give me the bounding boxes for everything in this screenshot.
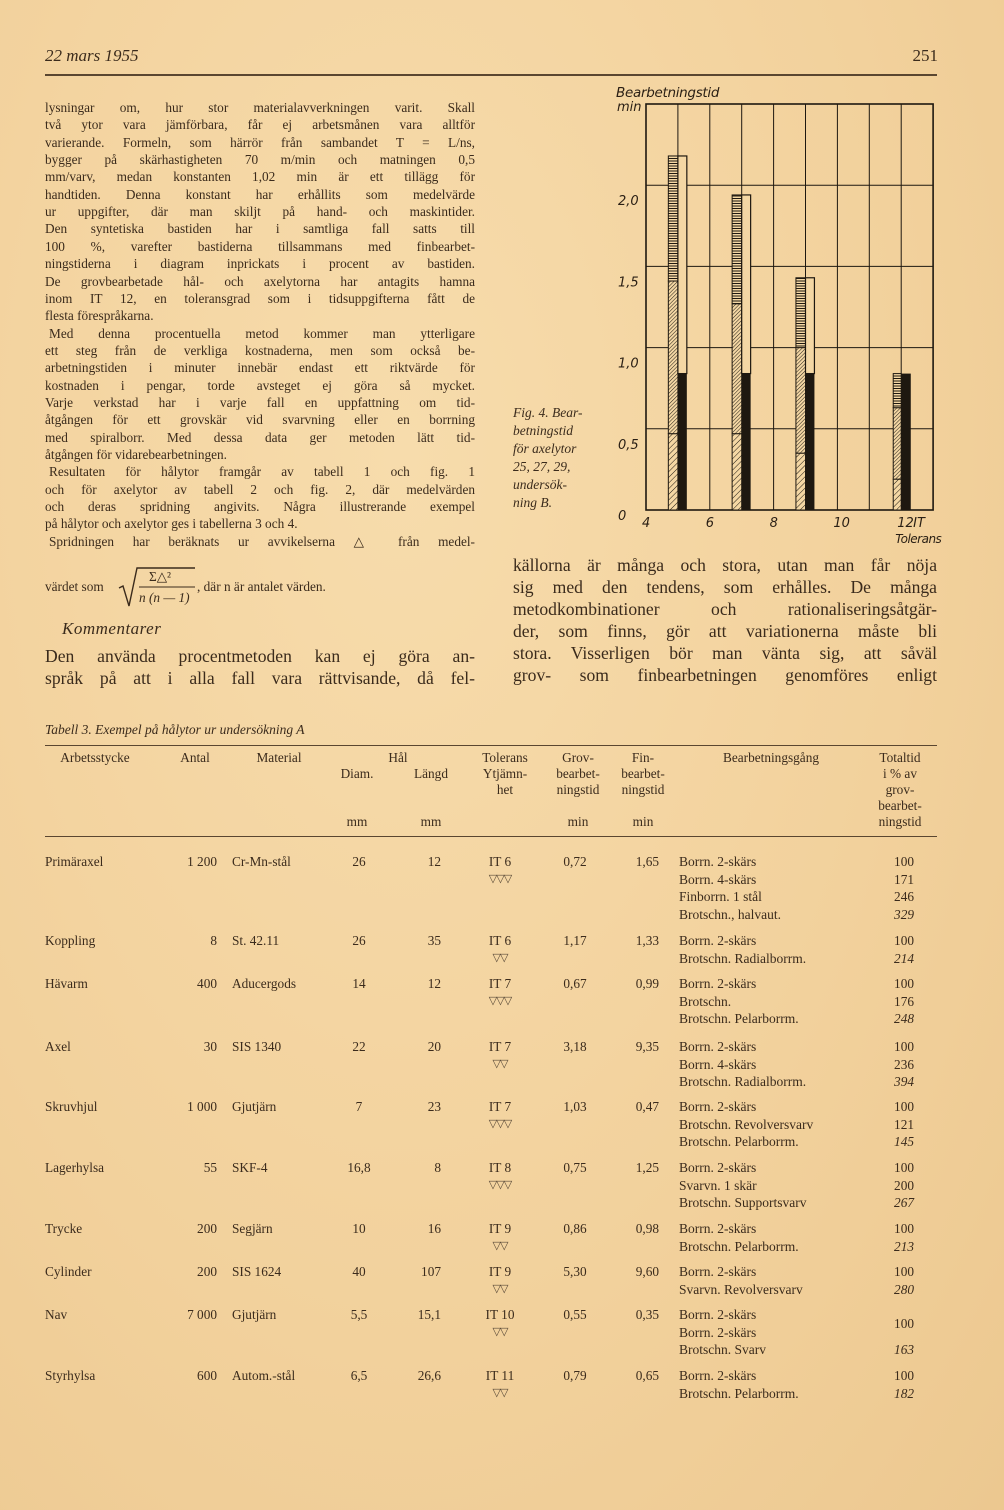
text-line: sig med den tendens, som erhålles. De många <box>513 577 937 597</box>
bar-total-outline <box>678 156 687 374</box>
table-top-rule <box>45 745 937 746</box>
header-tolerans: Tolerans <box>482 750 528 765</box>
cell-antal: 600 <box>197 1368 217 1383</box>
cell-total: 246 <box>894 889 914 904</box>
x-unit-label: IT <box>913 516 925 531</box>
header-tolerans: het <box>496 782 514 797</box>
cell-antal: 200 <box>197 1221 217 1236</box>
cell-step: Borrn. 2-skärs <box>679 976 757 991</box>
cell-antal: 400 <box>197 976 217 991</box>
bar-black <box>806 374 815 510</box>
formula-denominator: n (n — 1) <box>139 590 190 605</box>
cell-step: Borrn. 2-skärs <box>679 1160 757 1175</box>
cell-step: Brotschn. Revolversvarv <box>679 1116 814 1132</box>
cell-total: 236 <box>894 1056 914 1072</box>
cell-material: SIS 1340 <box>232 1039 282 1054</box>
cell-step: Borrn. 2-skärs <box>679 1368 757 1383</box>
header-gang: Bearbetningsgång <box>722 750 820 765</box>
text-line: åtgången för vidarebearbetningen. <box>45 447 228 462</box>
cell-langd: 15,1 <box>417 1307 441 1322</box>
spread-formula <box>45 566 475 610</box>
cell-total: 182 <box>894 1385 914 1401</box>
bar-segment-3 <box>732 195 742 304</box>
surface-finish-symbol: ▽▽ <box>492 1282 508 1295</box>
cell-total: 248 <box>894 1011 914 1026</box>
cell-diam: 10 <box>352 1221 366 1236</box>
cell-total: 100 <box>894 976 914 991</box>
y-tick-label: 0 <box>618 509 627 524</box>
formula-numerator: Σ△² <box>149 569 171 584</box>
header-material: Material <box>256 750 302 765</box>
cell-arbetsstycke: Nav <box>45 1307 68 1322</box>
cell-step: Borrn. 2-skärs <box>679 854 757 869</box>
cell-langd: 107 <box>421 1264 441 1279</box>
cell-step: Brotschn. Pelarborrm. <box>679 1238 799 1254</box>
cell-step: Svarvn. 1 skär <box>679 1177 757 1193</box>
text-line: och deras spridning angivits. Några illustrerande exempel <box>45 499 475 515</box>
text-line: bygger på skärhastigheten 70 m/min och matningen 0,5 <box>45 152 475 167</box>
cell-grovtid: 0,67 <box>563 976 587 991</box>
surface-finish-symbol: ▽▽▽ <box>488 1117 512 1130</box>
surface-finish-symbol: ▽▽▽ <box>488 994 512 1007</box>
cell-total: 176 <box>894 993 914 1009</box>
caption-line: undersök- <box>513 477 567 492</box>
cell-grovtid: 0,86 <box>563 1221 587 1236</box>
header-diam: Diam. <box>340 766 374 781</box>
cell-diam: 26 <box>352 854 366 869</box>
cell-total: 121 <box>894 1116 914 1132</box>
text-line: metodkombinationer och rationaliseringsåtgär- <box>513 599 937 619</box>
tolerance-grade: IT 8 <box>488 1160 512 1175</box>
x-tick-label: 4 <box>642 516 651 531</box>
x-tick-label: 12 <box>897 516 914 531</box>
caption-line: Fig. 4. Bear- <box>513 405 583 420</box>
cell-antal: 30 <box>203 1039 217 1054</box>
cell-fintid: 0,99 <box>635 976 659 991</box>
x-tick-label: 10 <box>833 516 850 531</box>
cell-tolerans <box>489 1159 511 1194</box>
cell-total: 145 <box>894 1134 914 1149</box>
tolerance-grade: IT 6 <box>488 933 512 948</box>
cell-fintid: 1,65 <box>635 854 659 869</box>
cell-step: Brotschn. Pelarborrm. <box>679 1385 799 1401</box>
text-line: Med denna procentuella metod kommer man ytterligare <box>49 325 475 341</box>
cell-total: 163 <box>894 1342 914 1357</box>
cell-total: 280 <box>894 1281 914 1297</box>
bar-segment-2 <box>668 281 678 434</box>
caption-line: ning B. <box>513 495 552 510</box>
cell-tolerans <box>489 1263 511 1298</box>
header-unit: min <box>632 814 654 829</box>
text-line: källorna är många och stora, utan man får nöja <box>513 555 937 575</box>
cell-step: Borrn. 2-skärs <box>679 1324 757 1340</box>
cell-step: Brotschn. Svarv <box>679 1342 766 1357</box>
text-line: De grovbearbetade hål- och axelytorna har antagits hamna <box>45 273 475 289</box>
text-line: 100 %, varefter bastiderna tillsammans med finbearbet- <box>45 238 475 254</box>
table-caption: Tabell 3. Exempel på hålytor ur undersökning A <box>45 722 305 737</box>
cell-step: Borrn. 2-skärs <box>679 1264 757 1279</box>
text-line: ningstiderna i diagram inprickats i procent av bastiden. <box>45 256 475 272</box>
header-total: grov- <box>885 782 915 797</box>
cell-grovtid: 3,18 <box>563 1039 587 1054</box>
section-heading-kommentarer: Kommentarer <box>62 619 162 638</box>
cell-arbetsstycke: Axel <box>45 1039 71 1054</box>
bar-segment-1 <box>732 434 742 510</box>
text-line: åtgången för ett grovskär vid svarvning eller en borrning <box>45 412 475 428</box>
text-line: på hålytor och axelytor ges i tabellerna 3 och 4. <box>45 516 298 532</box>
cell-langd: 26,6 <box>417 1368 441 1383</box>
text-line: Spridningen har beräknats ur avvikelserna △ från medel- <box>49 533 475 549</box>
cell-step: Brotschn. Radialborrm. <box>679 1074 807 1089</box>
cell-total: 213 <box>894 1238 914 1254</box>
bar-black <box>678 374 687 510</box>
y-tick-label: 1,0 <box>618 356 639 372</box>
header-grov: ningstid <box>556 782 600 797</box>
cell-total: 171 <box>894 871 914 887</box>
text-line: två ytor vara jämförbara, får ej arbetsmånen vara alltför <box>45 117 475 133</box>
surface-finish-symbol: ▽▽ <box>492 1386 508 1399</box>
cell-fintid: 1,25 <box>635 1160 659 1175</box>
surface-finish-symbol: ▽▽▽ <box>488 1178 512 1191</box>
surface-finish-symbol: ▽▽ <box>492 1239 508 1252</box>
text-line: språk på att i alla fall vara rättvisande, då fel- <box>45 668 475 688</box>
x-axis-label: Tolerans <box>895 532 942 546</box>
plot-frame <box>646 104 933 510</box>
cell-langd: 35 <box>427 933 441 948</box>
bar-total-outline <box>742 195 751 374</box>
text-line: der, som finns, gör att variationerna måste bli <box>513 621 937 641</box>
cell-material: Gjutjärn <box>232 1099 277 1114</box>
text-line: ett steg från de verkliga kostnaderna, men som också be- <box>45 342 475 358</box>
text-line: Resultaten för hålytor framgår av tabell 1 och fig. 1 <box>49 464 475 480</box>
chart-fig4 <box>500 80 950 550</box>
cell-step: Borrn. 2-skärs <box>679 1039 757 1054</box>
text-line: och för axelytor av tabell 2 och fig. 2, där medelvärden <box>45 481 475 497</box>
cell-total: 200 <box>894 1177 914 1193</box>
bar-segment-1 <box>668 434 678 510</box>
cell-tolerans <box>489 1038 511 1073</box>
cell-tolerans <box>489 932 511 967</box>
y-tick-label: 0,5 <box>618 437 639 453</box>
cell-total: 100 <box>894 1160 914 1175</box>
cell-fintid: 0,65 <box>635 1368 659 1383</box>
cell-arbetsstycke: Primäraxel <box>45 854 104 869</box>
cell-total: 100 <box>894 933 914 948</box>
cell-material: Aducergods <box>232 976 297 991</box>
surface-finish-symbol: ▽▽ <box>492 951 508 964</box>
cell-arbetsstycke: Hävarm <box>45 976 88 991</box>
header-hal: Hål <box>388 750 408 765</box>
cell-step: Borrn. 2-skärs <box>679 1221 757 1236</box>
cell-step: Borrn. 2-skärs <box>679 1099 757 1114</box>
cell-fintid: 0,47 <box>635 1099 659 1114</box>
cell-langd: 8 <box>434 1160 441 1175</box>
cell-langd: 12 <box>427 976 441 991</box>
cell-step: Borrn. 2-skärs <box>679 1307 757 1322</box>
cell-step: Finborrn. 1 stål <box>679 889 762 904</box>
cell-diam: 40 <box>352 1264 366 1279</box>
cell-material: Segjärn <box>232 1221 273 1236</box>
page-date: 22 mars 1955 <box>45 46 139 65</box>
cell-antal: 1 000 <box>187 1099 217 1114</box>
header-tolerans: Ytjämn- <box>482 766 528 781</box>
cell-grovtid: 5,30 <box>563 1264 587 1279</box>
cell-material: Gjutjärn <box>232 1307 277 1322</box>
header-total: ningstid <box>878 814 922 829</box>
text-line: handtiden. Denna konstant har erhållits som medelvärde <box>45 186 475 202</box>
cell-diam: 16,8 <box>347 1160 371 1175</box>
table-header-rule <box>45 836 937 837</box>
header-total: bearbet- <box>878 798 922 813</box>
cell-tolerans <box>486 1367 514 1402</box>
cell-arbetsstycke: Lagerhylsa <box>45 1160 105 1175</box>
cell-grovtid: 1,17 <box>563 933 587 948</box>
cell-tolerans <box>489 1098 511 1133</box>
cell-arbetsstycke: Koppling <box>45 933 96 948</box>
header-arbetsstycke: Arbetsstycke <box>60 750 130 765</box>
formula-prefix: värdet som <box>45 579 104 594</box>
cell-diam: 5,5 <box>350 1307 368 1322</box>
cell-step: Brotschn. Pelarborrm. <box>679 1134 799 1149</box>
header-grov: bearbet- <box>556 766 600 781</box>
caption-line: för axelytor <box>513 441 577 456</box>
text-line: flesta förespråkarna. <box>45 308 154 324</box>
header-fin: Fin- <box>631 750 655 765</box>
tolerance-grade: IT 6 <box>488 854 512 869</box>
cell-grovtid: 1,03 <box>563 1099 587 1114</box>
bar-segment-2 <box>796 348 806 454</box>
cell-arbetsstycke: Trycke <box>45 1221 83 1236</box>
cell-material: SKF-4 <box>232 1160 268 1175</box>
cell-step: Brotschn. Pelarborrm. <box>679 1011 799 1026</box>
cell-antal: 200 <box>197 1264 217 1279</box>
cell-total: 100 <box>894 1368 914 1383</box>
header-antal: Antal <box>180 750 210 765</box>
header-fin: bearbet- <box>621 766 665 781</box>
header-unit: mm <box>420 814 442 829</box>
header-langd: Längd <box>414 766 448 781</box>
cell-diam: 14 <box>352 976 366 991</box>
header-rule <box>45 74 937 76</box>
bar-segment-2 <box>893 408 901 479</box>
cell-diam: 26 <box>352 933 366 948</box>
text-line: lysningar om, hur stor materialavverkningen varit. Skall <box>45 100 475 115</box>
tolerance-grade: IT 7 <box>488 1039 512 1054</box>
cell-total: 100 <box>894 1039 914 1054</box>
text-line: grov- som finbearbetningen genomföres enligt <box>513 665 937 685</box>
cell-total: 100 <box>894 1264 914 1279</box>
cell-langd: 23 <box>427 1099 441 1114</box>
cell-langd: 20 <box>427 1039 441 1054</box>
bar-black <box>742 374 751 510</box>
bar-segment-1 <box>796 453 806 510</box>
cell-fintid: 9,60 <box>635 1264 659 1279</box>
x-tick-label: 8 <box>769 516 778 531</box>
surface-finish-symbol: ▽▽ <box>492 1057 508 1070</box>
bar-segment-3 <box>893 374 901 408</box>
text-line: Varje verkstad har i varje fall en uppfattning om tid- <box>45 395 475 410</box>
cell-langd: 16 <box>427 1221 441 1236</box>
text-line: med spiralborr. Med dessa data ger metoden lätt tid- <box>45 429 475 445</box>
cell-langd: 12 <box>427 854 441 869</box>
tolerance-grade: IT 7 <box>488 1099 512 1114</box>
header-fin: ningstid <box>621 782 665 797</box>
cell-antal: 8 <box>210 933 217 948</box>
cell-total: 100 <box>894 1221 914 1236</box>
cell-arbetsstycke: Styrhylsa <box>45 1368 96 1383</box>
x-tick-label: 6 <box>705 516 715 531</box>
header-total: i % av <box>883 766 917 781</box>
bar-segment-2 <box>732 304 742 434</box>
cell-fintid: 0,98 <box>635 1221 659 1236</box>
cell-arbetsstycke: Skruvhjul <box>45 1099 98 1114</box>
header-unit: mm <box>346 814 368 829</box>
caption-line: 25, 27, 29, <box>513 459 571 474</box>
cell-total: 329 <box>894 906 914 922</box>
tolerance-grade: IT 7 <box>488 976 512 991</box>
cell-tolerans <box>489 1220 511 1255</box>
cell-total: 100 <box>894 1099 914 1114</box>
text-line: stora. Visserligen bör man vänta sig, att såväl <box>513 643 937 663</box>
text-line: varierande. Formeln, som härrör från sambandet T = L/ns, <box>45 134 475 150</box>
cell-antal: 7 000 <box>187 1307 217 1322</box>
cell-tolerans <box>486 1306 515 1341</box>
y-axis-label: Bearbetningstid <box>616 85 720 101</box>
text-line: arbetningstiden i minuter innebär endast ett riktvärde för <box>45 360 475 376</box>
bar-segment-1 <box>893 479 901 510</box>
tolerance-grade: IT 9 <box>488 1221 512 1236</box>
bar-black <box>901 374 911 510</box>
bar-segment-3 <box>796 278 806 348</box>
cell-total: 100 <box>894 1315 914 1331</box>
cell-diam: 7 <box>355 1099 363 1114</box>
y-tick-label: 2,0 <box>618 194 639 210</box>
y-unit-label: min <box>617 100 642 115</box>
text-line: Den använda procentmetoden kan ej göra an- <box>45 646 475 666</box>
cell-fintid: 9,35 <box>635 1039 659 1054</box>
bar-total-outline <box>806 278 815 374</box>
cell-step: Brotschn. <box>679 993 732 1009</box>
cell-diam: 6,5 <box>350 1368 368 1383</box>
cell-step: Brotschn. Supportsvarv <box>679 1195 807 1210</box>
cell-grovtid: 0,75 <box>563 1160 587 1175</box>
cell-step: Borrn. 4-skärs <box>679 1056 757 1072</box>
cell-fintid: 1,33 <box>635 933 659 948</box>
cell-total: 394 <box>894 1074 914 1089</box>
cell-step: Svarvn. Revolversvarv <box>679 1281 803 1297</box>
y-tick-label: 1,5 <box>618 275 639 291</box>
header-unit: min <box>567 814 589 829</box>
cell-fintid: 0,35 <box>635 1307 659 1322</box>
cell-step: Brotschn. Radialborrm. <box>679 950 807 966</box>
cell-grovtid: 0,72 <box>563 854 587 869</box>
text-line: kostnaden i pengar, torde avsteget ej göra så mycket. <box>45 377 475 393</box>
cell-antal: 55 <box>203 1160 217 1175</box>
formula-suffix: , där n är antalet värden. <box>197 579 326 594</box>
tolerance-grade: IT 9 <box>488 1264 512 1279</box>
cell-antal: 1 200 <box>187 854 217 869</box>
tolerance-grade: IT 10 <box>485 1307 515 1322</box>
cell-step: Brotschn., halvaut. <box>679 906 781 922</box>
cell-material: SIS 1624 <box>232 1264 282 1279</box>
cell-material: Autom.-stål <box>232 1368 296 1383</box>
cell-step: Borrn. 2-skärs <box>679 933 757 948</box>
cell-material: Cr-Mn-stål <box>232 854 291 869</box>
surface-finish-symbol: ▽▽ <box>492 1325 508 1338</box>
cell-tolerans <box>489 853 511 888</box>
caption-line: betningstid <box>513 423 573 438</box>
header-total: Totaltid <box>879 750 921 765</box>
cell-grovtid: 0,55 <box>563 1307 587 1322</box>
text-line: mm/varv, medan konstanten 1,02 min är ett tillägg för <box>45 169 475 185</box>
tolerance-grade: IT 11 <box>485 1368 515 1383</box>
cell-total: 100 <box>894 854 914 869</box>
cell-material: St. 42.11 <box>232 933 280 948</box>
surface-finish-symbol: ▽▽▽ <box>488 872 512 885</box>
text-line: ur uppgifter, där man skiljt på hand- och maskintider. <box>45 204 475 220</box>
cell-total: 214 <box>894 950 914 966</box>
text-line: Den syntetiska bastiden har i samtliga fall satts till <box>45 221 475 237</box>
text-line: inom IT 12, en toleransgrad som i tidsuppgifterna fått de <box>45 290 475 306</box>
header-grov: Grov- <box>562 750 594 765</box>
cell-tolerans <box>489 975 511 1010</box>
cell-diam: 22 <box>352 1039 366 1054</box>
bar-segment-3 <box>668 156 678 281</box>
cell-step: Borrn. 4-skärs <box>679 871 757 887</box>
cell-arbetsstycke: Cylinder <box>45 1264 92 1279</box>
page-number: 251 <box>912 46 938 65</box>
cell-grovtid: 0,79 <box>563 1368 587 1383</box>
cell-total: 267 <box>894 1195 914 1210</box>
